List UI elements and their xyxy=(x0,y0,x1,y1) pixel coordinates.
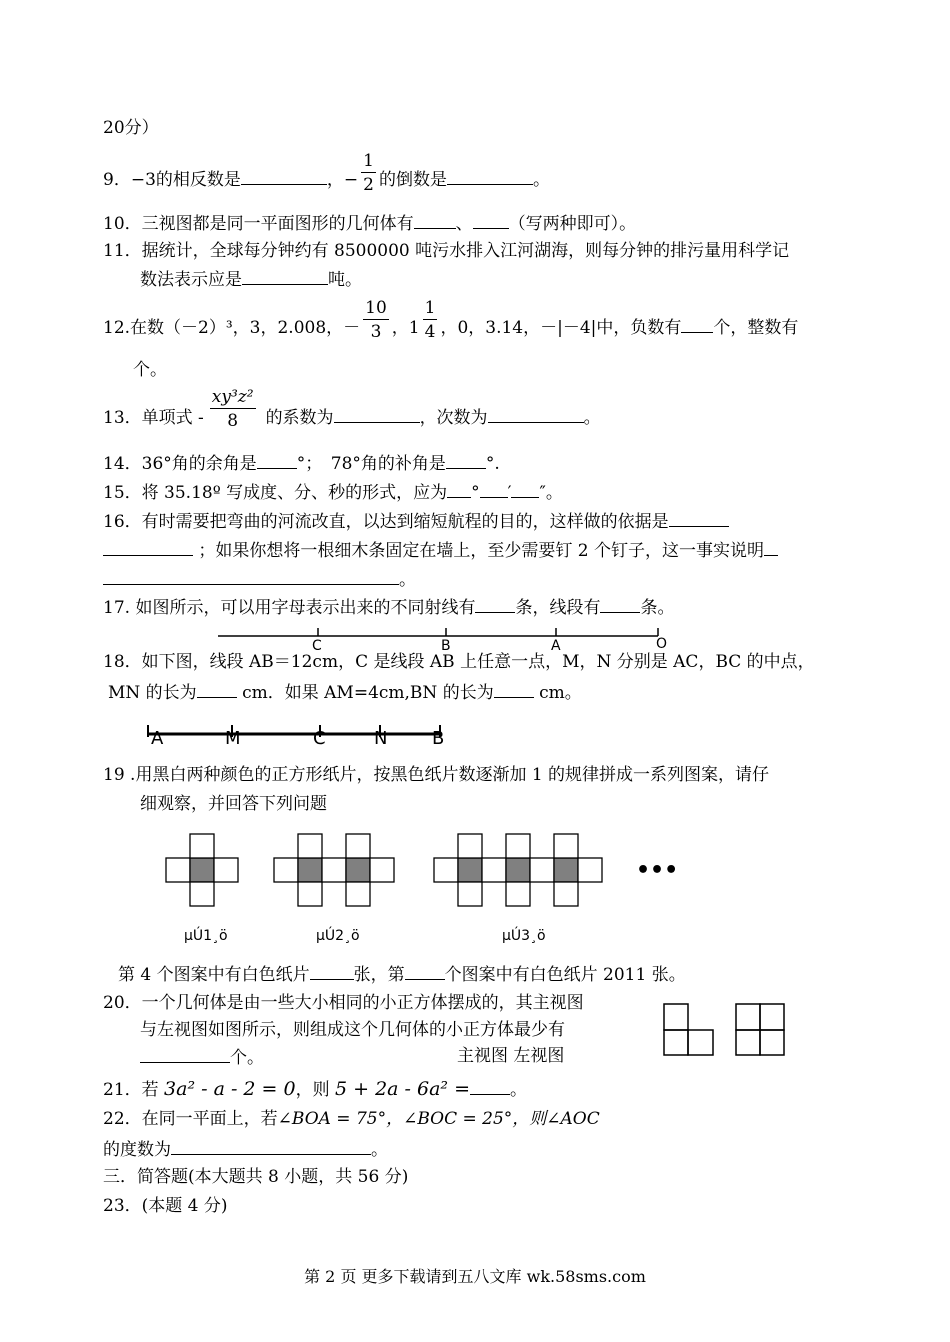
question-18-line1: 18．如下图，线段 AB＝12cm，C 是线段 AB 上任意一点，M，N 分别是 AC，BC 的中点， xyxy=(103,652,815,672)
question-17: 17. 如图所示，可以用字母表示出来的不同射线有 条，线段有 条。 xyxy=(103,598,675,618)
ellipsis: ••• xyxy=(636,858,679,883)
seg-label-c: C xyxy=(313,728,326,749)
question-11-line1: 11．据统计，全球每分钟约有 8500000 吨污水排入江河湖海，则每分钟的排污量用科学记 xyxy=(103,241,790,261)
question-10: 10．三视图都是同一平面图形的几何体有 、 （写两种即可）。 xyxy=(103,214,637,234)
point-label-o: O xyxy=(656,636,668,652)
question-14: 14．36°角的余角是 °； 78°角的补角是 °. xyxy=(103,454,500,474)
section-3-heading: 三．简答题(本大题共 8 小题，共 56 分) xyxy=(103,1167,409,1187)
view-labels: 主视图 左视图 xyxy=(457,1046,565,1066)
question-19-line1: 19 .用黑白两种颜色的正方形纸片，按黑色纸片数逐渐加 1 的规律拼成一系列图案，请仔 xyxy=(103,765,770,785)
question-23: 23．(本题 4 分) xyxy=(103,1196,228,1216)
question-20-line2: 与左视图如图所示，则组成这个几何体的小正方体最少有 xyxy=(140,1020,565,1040)
point-label-c: C xyxy=(312,638,322,654)
seg-label-m: M xyxy=(225,728,241,749)
pattern-caption-1: µÚ1¸ö xyxy=(184,928,228,944)
seg-label-b: B xyxy=(432,728,445,749)
question-19-line2: 细观察，并回答下列问题 xyxy=(140,794,327,814)
seg-label-a: A xyxy=(151,728,164,749)
question-11-line2: 数法表示应是 吨。 xyxy=(140,270,362,290)
question-19-sub: 第 4 个图案中有白色纸片 张，第 个图案中有白色纸片 2011 张。 xyxy=(118,965,686,985)
question-18-line2: MN 的长为 cm．如果 AM=4cm,BN 的长为 cm。 xyxy=(108,683,582,703)
question-13: 13．单项式 - $\frac{\text{xy³z²}}{8}$ 的系数为 ，次数为 。 xyxy=(103,387,601,431)
page-footer: 第 2 页 更多下载请到五八文库 wk.58sms.com xyxy=(304,1267,646,1286)
question-12: 12.在数（－2）³，3，2.008，－ $\frac{10}{3}$ ，1 $\frac{1}{4}$ ，0，3.14，－|－4|中，负数有 个，整数有 xyxy=(103,298,799,342)
question-16-line2: ；如果你想将一根细木条固定在墙上，至少需要钉 2 个钉子，这一事实说明 xyxy=(103,539,778,561)
question-15: 15．将 35.18º 写成度、分、秒的形式，应为 ° ′ ″。 xyxy=(103,483,563,503)
header-line: 20分） xyxy=(103,118,159,138)
pattern-caption-2: µÚ2¸ö xyxy=(316,928,360,944)
question-20-line1: 20．一个几何体是由一些大小相同的小正方体摆成的，其主视图 xyxy=(103,993,584,1013)
question-9: 9．−3的相反数是 ，− $\frac{1}{2}$ 的倒数是 。 xyxy=(103,151,550,195)
question-20-line3: 个。 xyxy=(140,1046,264,1068)
question-21: 21．若 3a² - a - 2 = 0，则 5 + 2a - 6a² = 。 xyxy=(103,1078,527,1100)
question-12-line2: 个。 xyxy=(133,360,167,380)
seg-label-n: N xyxy=(374,728,388,749)
question-16-line3: 。 xyxy=(103,568,416,590)
question-22-line2: 的度数为 。 xyxy=(103,1140,388,1160)
point-label-b: B xyxy=(441,638,451,654)
question-16-line1: 16．有时需要把弯曲的河流改直，以达到缩短航程的目的，这样做的依据是 xyxy=(103,510,729,532)
question-22-line1: 22．在同一平面上，若∠BOA = 75°，∠BOC = 25°，则∠AOC xyxy=(103,1109,600,1129)
pattern-caption-3: µÚ3¸ö xyxy=(502,928,546,944)
point-label-a: A xyxy=(551,638,561,654)
